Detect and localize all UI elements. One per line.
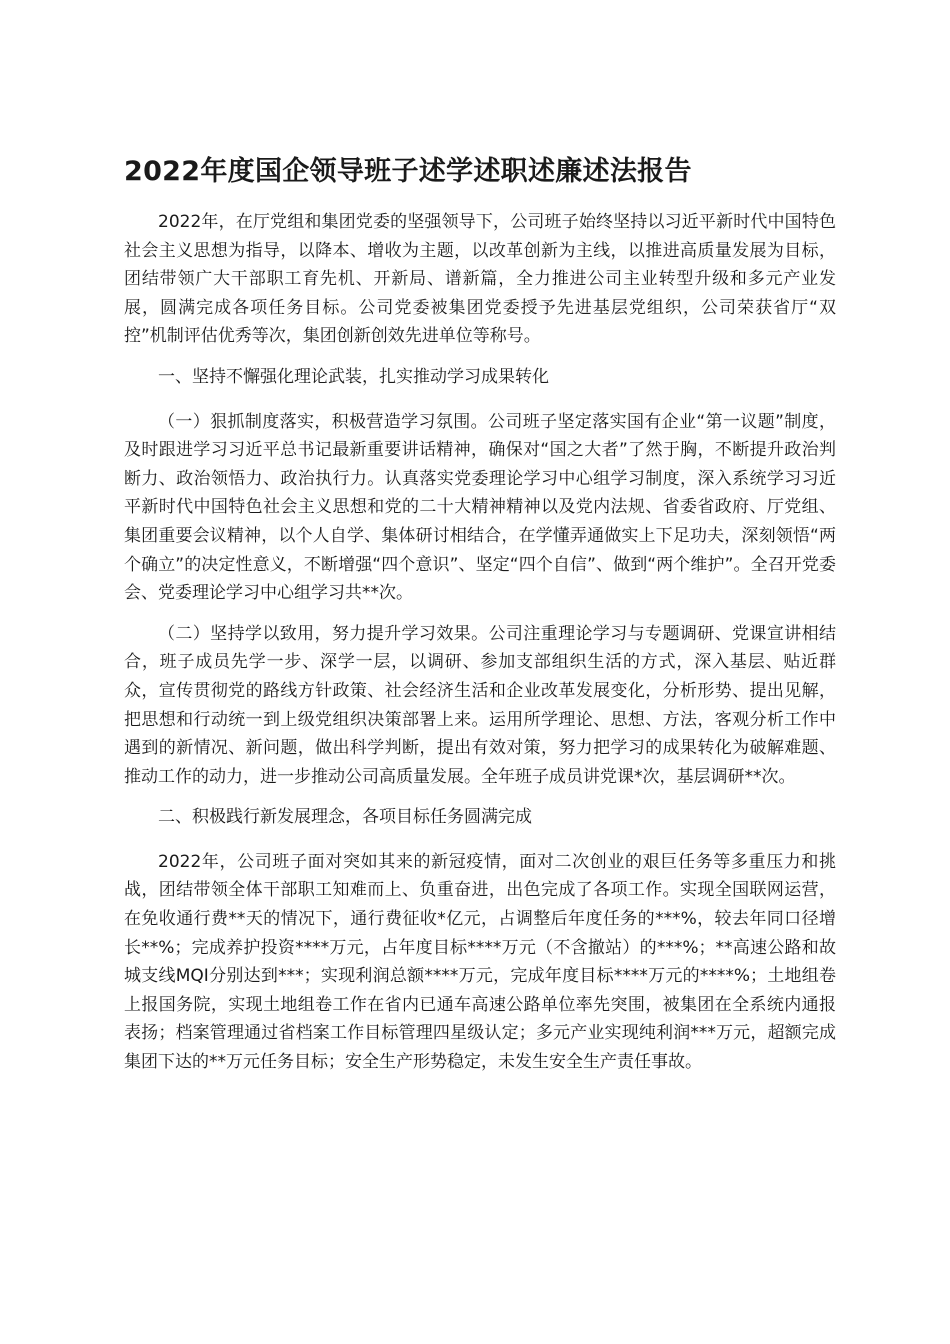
intro-paragraph: 2022年，在厅党组和集团党委的坚强领导下，公司班子始终坚持以习近平新时代中国特色社会主义思想为指导，以降本、增收为主题，以改革创新为主线，以推进高质量发展为目标，团结带领广大干部职工育先机、开新局、谱新篇，全力推进公司主业转型升级和多元产业发展，圆满完成各项任务目标。公司党委被集团党委授予先进基层党组织，公司荣获省厅“双控”机制评估优秀等次，集团创新创效先进单位等称号。 — [124, 212, 836, 347]
document-title: 2022年度国企领导班子述学述职述廉述法报告 — [124, 156, 692, 187]
subsection-paragraph-1-1: （一）狠抓制度落实，积极营造学习氛围。公司班子坚定落实国有企业“第一议题”制度，及时跟进学习习近平总书记最新重要讲话精神，确保对“国之大者”了然于胸，不断提升政治判断力、政治领悟力、政治执行力。认真落实党委理论学习中心组学习制度，深入系统学习习近平新时代中国特色社会主义思想和党的二十大精神精神以及党内法规、省委省政府、厅党组、集团重要会议精神，以个人自学、集体研讨相结合，在学懂弄通做实上下足功夫，深刻领悟“两个确立”的决定性意义，不断增强“四个意识”、坚定“四个自信”、做到“两个维护”。全召开党委会、党委理论学习中心组学习共**次。 — [124, 411, 836, 604]
section-heading-1: 一、坚持不懈强化理论武装，扎实推动学习成果转化 — [158, 366, 549, 387]
section-paragraph-2: 2022年，公司班子面对突如其来的新冠疫情，面对二次创业的艰巨任务等多重压力和挑战，团结带领全体干部职工知难而上、负重奋进，出色完成了各项工作。实现全国联网运营，在免收通行费**天的情况下，通行费征收*亿元，占调整后年度任务的***%，较去年同口径增长**%；完成养护投资****万元，占年度目标****万元（不含撤站）的***%；**高速公路和故城支线MQI分别达到***；实现利润总额****万元，完成年度目标****万元的****%；土地组卷上报国务院，实现土地组卷工作在省内已通车高速公路单位率先突围，被集团在全系统内通报表扬；档案管理通过省档案工作目标管理四星级认定；多元产业实现纯利润***万元，超额完成集团下达的**万元任务目标；安全生产形势稳定，未发生安全生产责任事故。 — [124, 851, 836, 1073]
section-heading-2: 二、积极践行新发展理念，各项目标任务圆满完成 — [158, 807, 532, 828]
subsection-paragraph-1-2: （二）坚持学以致用，努力提升学习效果。公司注重理论学习与专题调研、党课宣讲相结合，班子成员先学一步、深学一层，以调研、参加支部组织生活的方式，深入基层、贴近群众，宣传贯彻党的路线方针政策、社会经济生活和企业改革发展变化，分析形势、提出见解，把思想和行动统一到上级党组织决策部署上来。运用所学理论、思想、方法，客观分析工作中遇到的新情况、新问题，做出科学判断，提出有效对策，努力把学习的成果转化为破解难题、推动工作的动力，进一步推动公司高质量发展。全年班子成员讲党课*次，基层调研**次。 — [124, 623, 836, 787]
document-page — [124, 150, 836, 1089]
